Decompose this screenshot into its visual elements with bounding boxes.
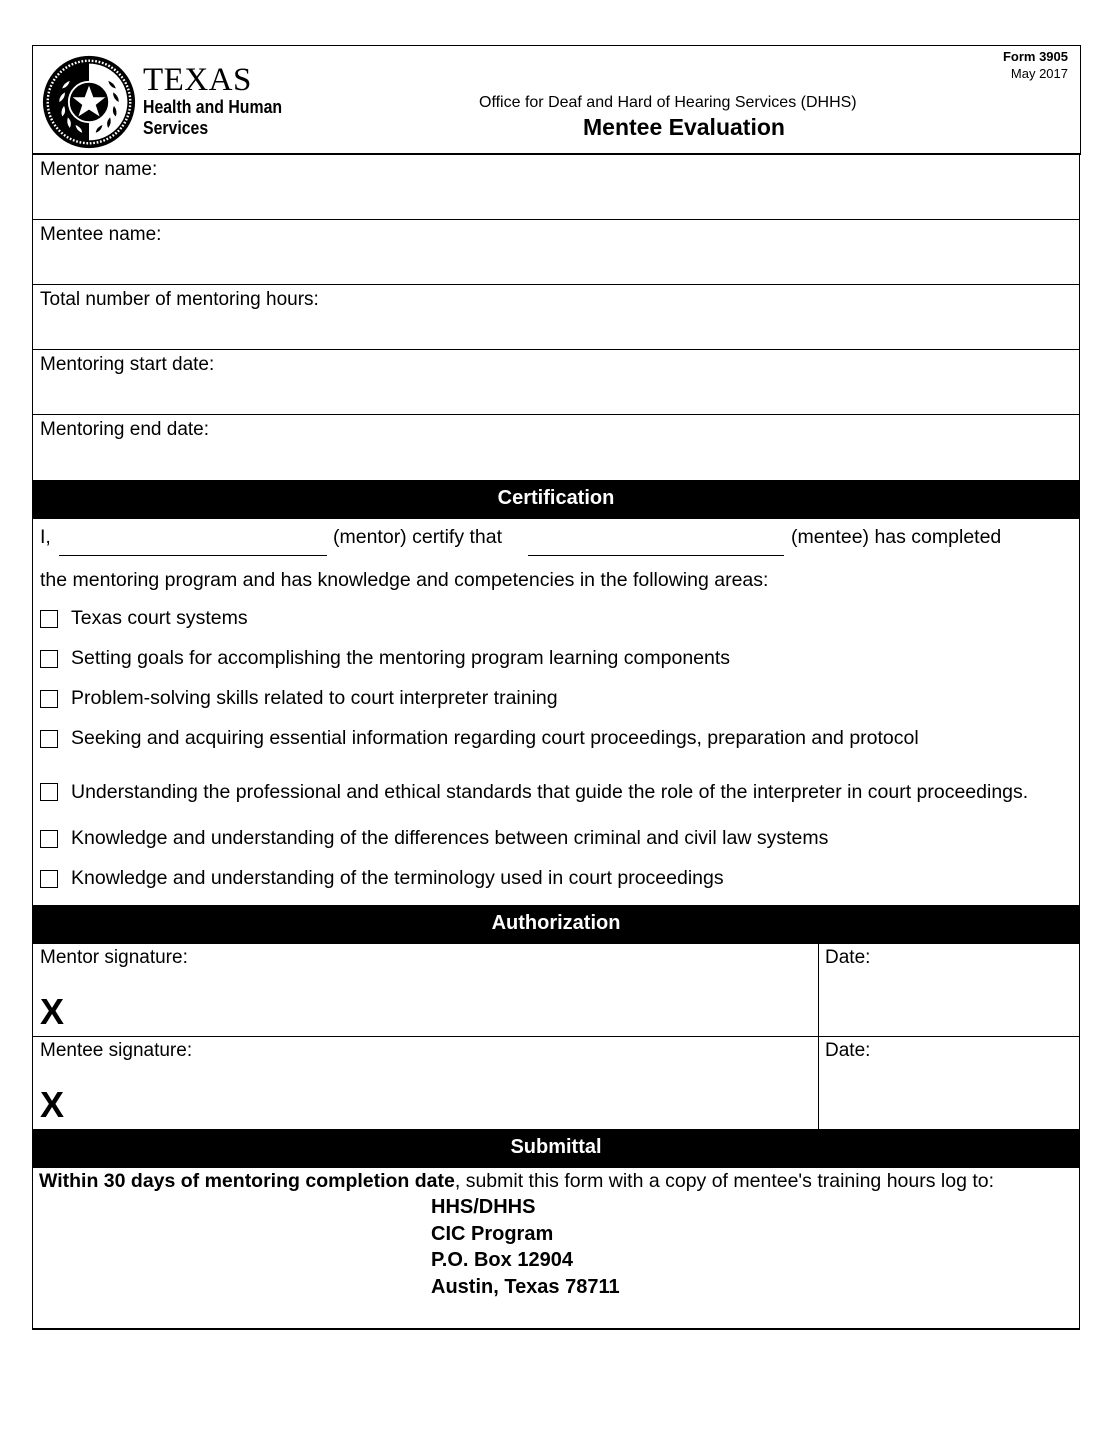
certification-statement-line <box>40 519 1072 567</box>
agency-logo-text <box>143 64 301 139</box>
address-line: P.O. Box 12904 <box>431 1249 573 1271</box>
competency-checkbox-item[interactable] <box>40 825 1072 865</box>
checkbox-label: Problem-solving skills related to court interpreter training <box>71 687 558 709</box>
mentee-name-blank[interactable] <box>528 555 784 556</box>
address-line: HHS/DHHS <box>431 1196 536 1218</box>
field-label: Mentoring end date: <box>40 419 210 440</box>
field-label: Mentoring start date: <box>40 354 215 375</box>
competency-checkbox-item[interactable] <box>40 759 1072 825</box>
checkbox[interactable] <box>40 830 58 848</box>
form-date: May 2017 <box>1010 66 1068 81</box>
signature-label: Mentor signature: <box>40 947 188 968</box>
checkbox[interactable] <box>40 650 58 668</box>
checkbox-label: Texas court systems <box>71 607 248 629</box>
checkbox[interactable] <box>40 610 58 628</box>
cert-prefix: I, <box>40 526 51 548</box>
page-title: Mentee Evaluation <box>583 114 785 140</box>
checkbox[interactable] <box>40 690 58 708</box>
mentee-name-field[interactable] <box>33 220 1079 285</box>
submittal-instructions <box>39 1168 1073 1194</box>
signature-mark: X <box>40 991 65 1032</box>
mailing-address <box>431 1194 1073 1300</box>
form-number: Form 3905 <box>1002 49 1068 64</box>
address-line: Austin, Texas 78711 <box>431 1275 620 1298</box>
mentee-signature-field[interactable] <box>33 1037 819 1129</box>
certification-statement: the mentoring program and has knowledge and competencies in the following areas: <box>40 569 769 591</box>
checkbox-label: Knowledge and understanding of the terminology used in court proceedings <box>71 867 724 889</box>
form-header <box>32 45 1081 155</box>
mentee-signature-row <box>33 1037 1079 1129</box>
mentee-date-field[interactable] <box>819 1037 1079 1129</box>
mentoring-hours-field[interactable] <box>33 285 1079 350</box>
date-label: Date: <box>825 947 871 968</box>
competency-checkbox-item[interactable] <box>40 645 1072 685</box>
submittal-deadline: Within 30 days of mentoring completion date <box>39 1170 455 1192</box>
checkbox[interactable] <box>40 730 58 748</box>
authorization-section <box>32 944 1080 1129</box>
logo-health-human: Health and Human <box>143 97 283 117</box>
checkbox[interactable] <box>40 783 58 801</box>
submittal-section <box>32 1168 1080 1330</box>
signature-mark: X <box>40 1084 65 1125</box>
authorization-heading: Authorization <box>32 905 1080 944</box>
competency-checkbox-item[interactable] <box>40 865 1072 905</box>
start-date-field[interactable] <box>33 350 1079 415</box>
checkbox[interactable] <box>40 870 58 888</box>
logo-texas: TEXAS <box>143 62 252 98</box>
logo-services: Services <box>143 118 209 138</box>
submittal-instruction-text: , submit this form with a copy of mentee's training hours log to: <box>454 1170 995 1192</box>
signature-label: Mentee signature: <box>40 1040 193 1061</box>
competency-checkbox-item[interactable] <box>40 685 1072 725</box>
info-fields <box>32 155 1080 480</box>
mentor-signature-row <box>33 944 1079 1037</box>
checkbox-label: Setting goals for accomplishing the mentoring program learning components <box>71 647 731 669</box>
field-label: Mentee name: <box>40 224 162 245</box>
cert-mentee-suffix: (mentee) has completed <box>791 526 1002 548</box>
field-label: Total number of mentoring hours: <box>40 289 319 310</box>
form-identifier <box>1003 48 1068 82</box>
competency-checkbox-item[interactable] <box>40 605 1072 645</box>
certification-section <box>32 519 1080 905</box>
mentor-date-field[interactable] <box>819 944 1079 1036</box>
certification-heading: Certification <box>32 480 1080 519</box>
office-name: Office for Deaf and Hard of Hearing Services (DHHS) <box>479 94 857 111</box>
checkbox-label: Seeking and acquiring essential information regarding court proceedings, preparation and protocol <box>71 727 919 749</box>
end-date-field[interactable] <box>33 415 1079 480</box>
address-line: CIC Program <box>431 1222 554 1245</box>
form-page <box>32 45 1080 1330</box>
checkbox-label: Understanding the professional and ethical standards that guide the role of the interpreter in court proceedings. <box>71 781 1029 803</box>
texas-state-seal-icon <box>41 54 137 150</box>
submittal-heading: Submittal <box>32 1129 1080 1168</box>
mentor-name-blank[interactable] <box>59 555 327 556</box>
cert-mentor-suffix: (mentor) certify that <box>333 526 503 548</box>
mentor-name-field[interactable] <box>33 155 1079 220</box>
mentor-signature-field[interactable] <box>33 944 819 1036</box>
checkbox-label: Knowledge and understanding of the differences between criminal and civil law systems <box>71 827 829 849</box>
date-label: Date: <box>825 1040 871 1061</box>
field-label: Mentor name: <box>40 159 158 180</box>
